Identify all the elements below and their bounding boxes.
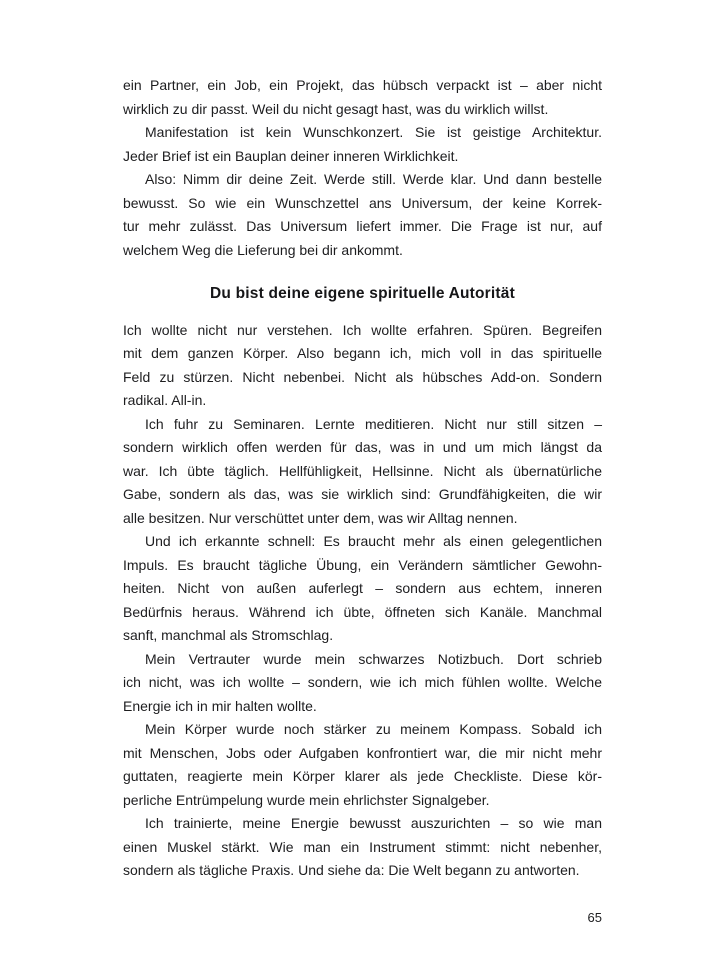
text-line: guttaten, reagierte mein Körper klarer als jede Checkliste. Diese kör- [123,768,602,784]
text-line: ein Partner, ein Job, ein Projekt, das hübsch verpackt ist – aber nicht [123,77,602,93]
text-line: bewusst. So wie ein Wunschzettel ans Universum, der keine Korrek- [123,194,602,211]
paragraph [123,648,602,719]
text-line: alle besitzen. Nur verschüttet unter dem, was wir Alltag nennen. [123,509,518,526]
text-line: radikal. All-in. [123,392,207,408]
paragraph [123,413,602,531]
text-line: war. Ich übte täglich. Hellfühligkeit, Hellsinne. Nicht als übernatürliche [123,462,602,479]
text-line: Also: Nimm dir deine Zeit. Werde still. Werde klar. Und dann bestelle [145,171,602,187]
text-line: Impuls. Es braucht tägliche Übung, ein Verändern sämtlicher Gewohn- [123,556,602,573]
text-line: Ich wollte nicht nur verstehen. Ich wollte erfahren. Spüren. Begreifen [123,321,602,338]
text-line: Und ich erkannte schnell: Es braucht mehr als einen gelegentlichen [145,533,602,549]
text-line: Mein Körper wurde noch stärker zu meinem Kompass. Sobald ich [145,721,602,737]
text-line: welchem Weg die Lieferung bei dir ankommt. [123,241,403,258]
page-number: 65 [587,910,602,925]
text-line: Ich trainierte, meine Energie bewusst auszurichten – so wie man [145,815,602,831]
paragraph [123,319,602,413]
text-line: heiten. Nicht von außen auferlegt – sondern aus echtem, inneren [123,580,602,596]
text-line: mit Menschen, Jobs oder Aufgaben konfrontiert war, die mir nicht mehr [123,744,602,761]
paragraph [123,812,602,883]
paragraph [123,718,602,812]
text-line: tur mehr zulässt. Das Universum liefert immer. Die Frage ist nur, auf [123,218,602,234]
section-heading: Du bist deine eigene spirituelle Autorität [210,285,515,302]
text-line: mit dem ganzen Körper. Also begann ich, mich voll in das spirituelle [123,345,602,361]
paragraph [123,168,602,262]
text-line: sondern wirklich offen werden für das, was in und um mich längst da [123,439,602,455]
text-line: wirklich zu dir passt. Weil du nicht gesagt hast, was du wirklich willst. [123,100,549,117]
text-line: Feld zu stürzen. Nicht nebenbei. Nicht als hübsches Add-on. Sondern [123,368,602,385]
text-line: Ich fuhr zu Seminaren. Lernte meditieren. Nicht nur still sitzen – [145,415,602,432]
text-block [123,74,602,883]
text-line: sondern als tägliche Praxis. Und siehe da: Die Welt begann zu antworten. [123,862,580,878]
paragraph [123,530,602,648]
text-line: Mein Vertrauter wurde mein schwarzes Notizbuch. Dort schrieb [145,650,602,667]
text-line: perliche Entrümpelung wurde mein ehrlichster Signalgeber. [123,791,490,808]
text-line: Manifestation ist kein Wunschkonzert. Sie ist geistige Architektur. [145,124,602,140]
text-line: Energie ich in mir halten wollte. [123,697,317,714]
text-line: Gabe, sondern als das, was sie wirklich sind: Grundfähigkeiten, die wir [123,486,602,502]
text-line: Jeder Brief ist ein Bauplan deiner inneren Wirklichkeit. [123,147,459,164]
text-line: ich nicht, was ich wollte – sondern, wie ich mich fühlen wollte. Welche [123,674,602,690]
text-line: sanft, manchmal als Stromschlag. [123,627,334,643]
text-line: einen Muskel stärkt. Wie man ein Instrument stimmt: nicht nebenher, [123,838,602,855]
paragraph [123,121,602,168]
text-line: Bedürfnis heraus. Während ich übte, öffneten sich Kanäle. Manchmal [123,603,602,620]
paragraph [123,74,602,121]
